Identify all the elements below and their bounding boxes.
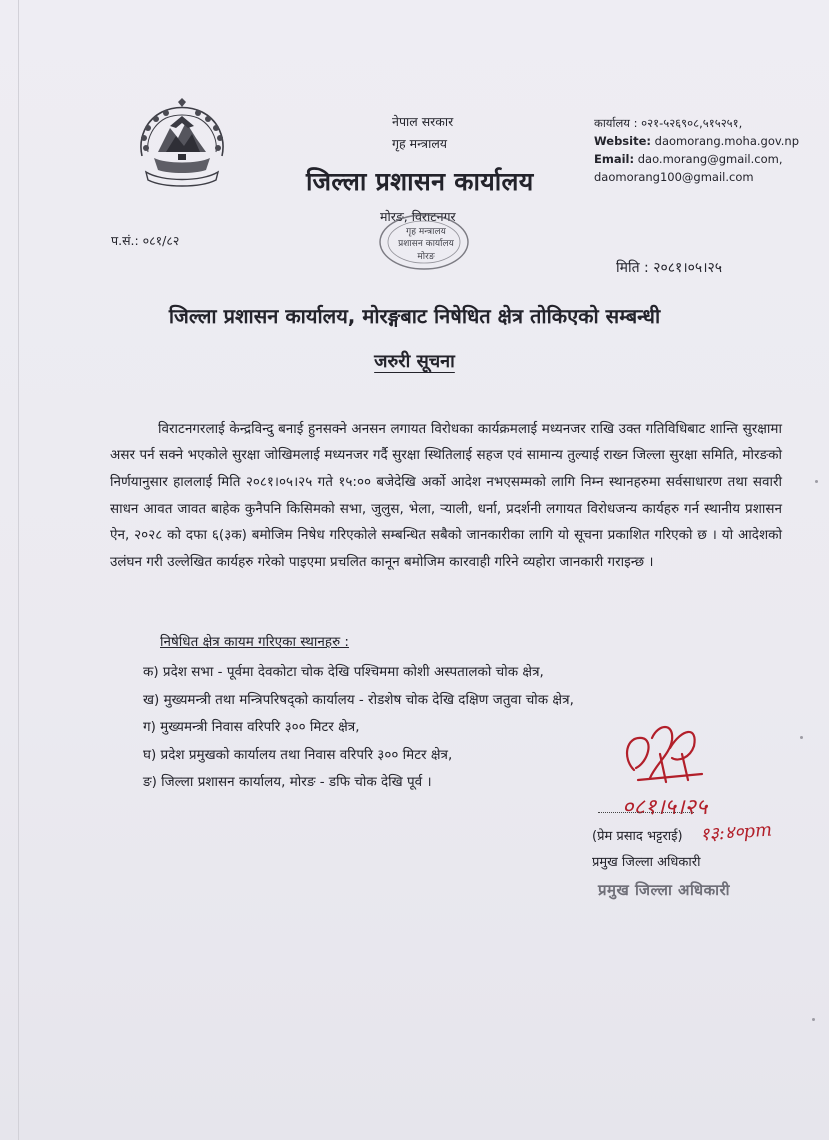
notice-body: विराटनगरलाई केन्द्रविन्दु बनाई हुनसक्ने अनसन लगायत विरोधका कार्यक्रमलाई मध्यनजर राखि उक्त गतिविधिबाट शान्ति सुरक्षामा असर पर्न सक्ने भएकोले सुरक्षा जोखिमलाई मध्यनजर गर्दै सुरक्षा स्थितिलाई सहज एवं सामान्य तुल्याई राख्न जिल्ला सुरक्षा समिति, मोरङको निर्णयानुसार हाललाई मिति २०८१।०५।२५ गते १५:०० बजेदेखि अर्को आदेश नभएसम्मको लागि निम्न स्थानहरुमा सर्वसाधारण तथा सवारी साधन आवत जावत बाहेक कुनैपनि किसिमको सभा, जुलुस, भेला, र्‍याली, धर्ना, प्रदर्शनी लगायत विरोधजन्य कार्यहरु गर्न स्थानीय प्रशासन ऐन, २०२८ को दफा ६(३क) बमोजिम निषेध गरिएकोले सम्बन्धित सबैको जानकारीका लागि यो सूचना प्रकाशित गरिएको छ । यो आदेशको उलंघन गरी उल्लेखित कार्यहरु गरेको पाइएमा प्रचलित कानून बमोजिम कारवाही गरिने व्यहोरा जानकारी गराइन्छ । xyxy=(110,420,782,571)
list-item: ग) मुख्यमन्त्री निवास वरिपरि ३०० मिटर क्षेत्र, xyxy=(143,719,360,735)
contact-block xyxy=(594,114,799,186)
stamp-line-3: मोरङ xyxy=(417,252,435,262)
list-item: घ) प्रदेश प्रमुखको कार्यालय तथा निवास वरिपरि ३०० मिटर क्षेत्र, xyxy=(143,746,453,763)
office-title: जिल्ला प्रशासन कार्यालय xyxy=(306,167,534,196)
list-item: ङ) जिल्ला प्रशासन कार्यालय, मोरङ - डफि चोक देखि पूर्व । xyxy=(143,774,432,790)
email-line xyxy=(594,150,799,168)
list-item: क) प्रदेश सभा - पूर्वमा देवकोटा चोक देखि पश्चिममा कोशी अस्पतालको चोक क्षेत्र, xyxy=(143,664,544,680)
government-heading xyxy=(392,111,492,155)
signature-line xyxy=(598,812,694,813)
email-line-2 xyxy=(594,168,799,186)
paper-speck xyxy=(812,1018,815,1021)
website-label: Website: xyxy=(594,134,651,148)
page-edge xyxy=(18,0,19,1140)
signatory-name: (प्रेम प्रसाद भट्टराई) xyxy=(592,829,683,844)
list-item: ख) मुख्यमन्त्री तथा मन्त्रिपरिषद्को कार्यालय - रोडशेष चोक देखि दक्षिण जतुवा चोक क्षेत्र, xyxy=(143,691,574,708)
notice-subtitle: जरुरी सूचना xyxy=(374,351,455,372)
paper-speck xyxy=(800,736,803,739)
phone-label: कार्यालय : xyxy=(594,116,638,130)
document-date: मिति : २०८१।०५।२५ xyxy=(616,260,723,276)
office-stamp xyxy=(376,212,472,272)
email-value-2: daomorang100@gmail.com xyxy=(594,170,754,184)
email-value-1: dao.morang@gmail.com, xyxy=(637,152,783,166)
office-address: मोरङ, विराटनगर xyxy=(380,209,456,224)
signatory-title: प्रमुख जिल्ला अधिकारी xyxy=(592,855,701,870)
notice-subtitle-wrap xyxy=(0,349,829,373)
nepal-emblem-icon xyxy=(132,98,232,190)
reference-number: प.सं.: ०८१/८२ xyxy=(111,233,180,248)
website-line xyxy=(594,132,799,150)
email-label: Email: xyxy=(594,152,635,166)
website-value: daomorang.moha.gov.np xyxy=(654,134,800,148)
official-seal-title: प्रमुख जिल्ला अधिकारी xyxy=(598,881,731,899)
handwritten-date: ०८१।५।२५ xyxy=(622,795,708,820)
stamp-line-1: गृह मन्त्रालय xyxy=(406,227,446,237)
handwritten-time: १३:४०pm xyxy=(699,819,773,846)
phone-number: ०२१-५२६९०८,५१५२५१, xyxy=(641,116,743,130)
government-name: नेपाल सरकार xyxy=(392,114,454,129)
stamp-line-2: प्रशासन कार्यालय xyxy=(398,239,454,249)
paper-speck xyxy=(815,480,818,483)
restricted-areas-list xyxy=(143,659,574,797)
phone-line xyxy=(594,114,799,132)
notice-title: जिल्ला प्रशासन कार्यालय, मोरङ्गबाट निषेधित क्षेत्र तोकिएको सम्बन्धी xyxy=(168,304,661,328)
ministry-name: गृह मन्त्रालय xyxy=(392,136,448,151)
restricted-areas-title: निषेधित क्षेत्र कायम गरिएका स्थानहरु : xyxy=(160,634,349,650)
